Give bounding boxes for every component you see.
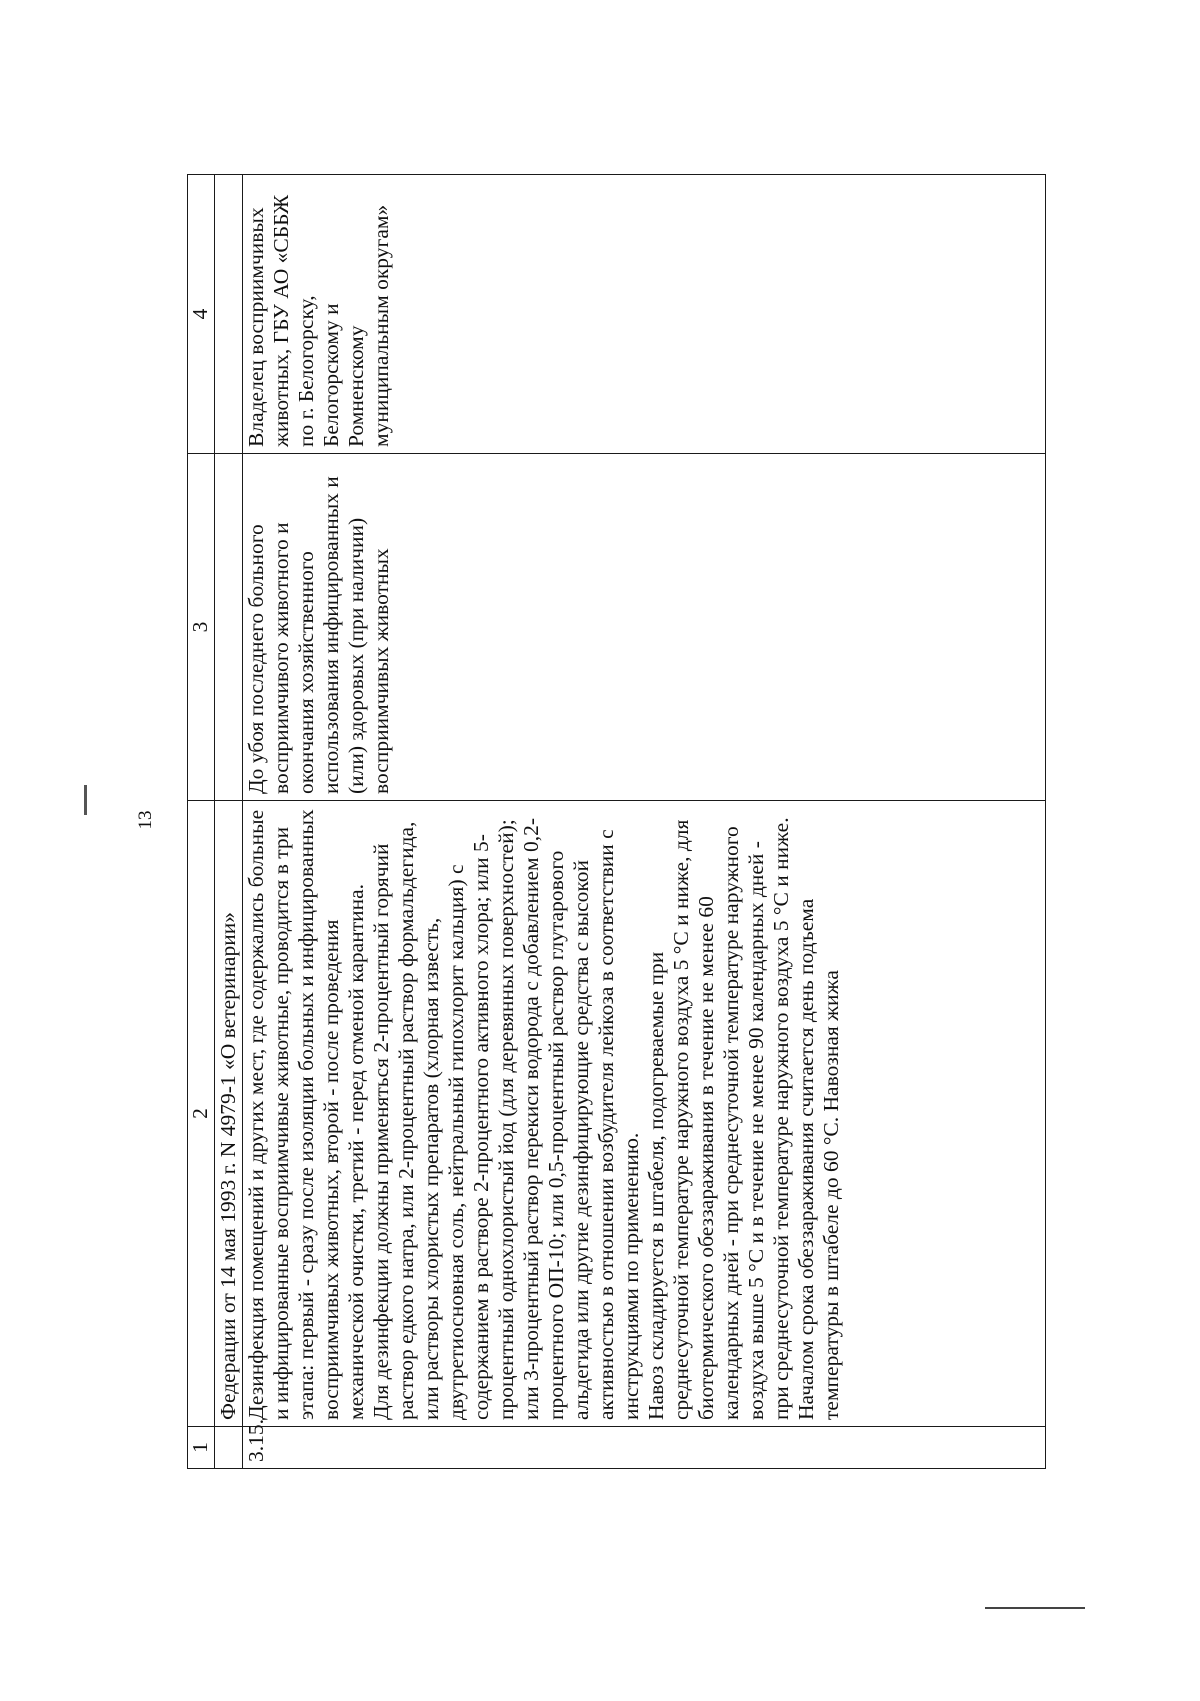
page-number: 13 <box>135 810 156 830</box>
scan-artifact-mark <box>84 785 87 815</box>
measures-table <box>187 174 1046 1469</box>
header-col-3: 3 <box>188 454 215 801</box>
measure-responsible: Владелец восприимчивых животных, ГБУ АО «СББЖ по г. Белогорску, Белогорскому и Ромненскому муниципальным округам» <box>243 175 1046 454</box>
measure-paragraph-manure: Навоз складируется в штабеля, подогреваемые при среднесуточной температуре наружного воздуха 5 °С и ниже, для биотермического обеззараживания в течение не менее 60 календарных дней - при среднесуточной температуре наружного воздуха выше 5 °С и в течение не менее 90 календарных дней - при среднесуточной температуре наружного воздуха 5 °С и ниже. Началом срока обеззараживания считается день подъема температуры в штабеле до 60 °С. Навозная жижа <box>644 817 843 1420</box>
continuation-term-cell <box>215 454 243 801</box>
continuation-text: Федерации от 14 мая 1993 г. N 4979-1 «О ветеринарии» <box>215 801 243 1427</box>
measure-paragraph-disinfection-stages: Дезинфекция помещений и других мест, где содержались больные и инфицированные восприимчивые животные, проводится в три этапа: первый - сразу после изоляции больных и инфицированных восприимчивых животных, второй - после проведения механической очистки, третий - перед отменой карантина. <box>244 809 368 1420</box>
header-col-2: 2 <box>188 801 215 1427</box>
header-col-4: 4 <box>188 175 215 454</box>
scan-artifact-line <box>985 1607 1085 1609</box>
row-number: 3.15. <box>243 1427 1046 1469</box>
header-col-1: 1 <box>188 1427 215 1469</box>
measure-description-cell <box>243 801 1046 1427</box>
continuation-responsible-cell <box>215 175 243 454</box>
rotated-table-container <box>187 175 1077 1469</box>
continuation-row <box>215 175 243 1469</box>
measure-term: До убоя последнего больного восприимчивого животного и окончания хозяйственного использования инфицированных и (или) здоровых (при наличии) восприимчивых животных <box>243 454 1046 801</box>
measure-paragraph-disinfectants: Для дезинфекции должны применяться 2-процентный горячий раствор едкого натра, или 2-процентный раствор формальдегида, или растворы хлористых препаратов (хлорная известь, двутретиосновная соль, нейтральный гипохлорит кальция) с содержанием в растворе 2-процентного активного хлора; или 5-процентный однохлористый йод (для деревянных поверхностей); или 3-процентный раствор перекиси водорода с добавлением 0,2-процентного ОП-10; или 0,5-процентный раствор глутарового альдегида или другие дезинфицирующие средства с высокой активностью в отношении возбудителя лейкоза в соответствии с инструкциями по применению. <box>369 818 643 1420</box>
rotated-table-frame <box>187 175 1077 1469</box>
continuation-num-cell <box>215 1427 243 1469</box>
table-header-row <box>188 175 215 1469</box>
table-row <box>243 175 1046 1469</box>
